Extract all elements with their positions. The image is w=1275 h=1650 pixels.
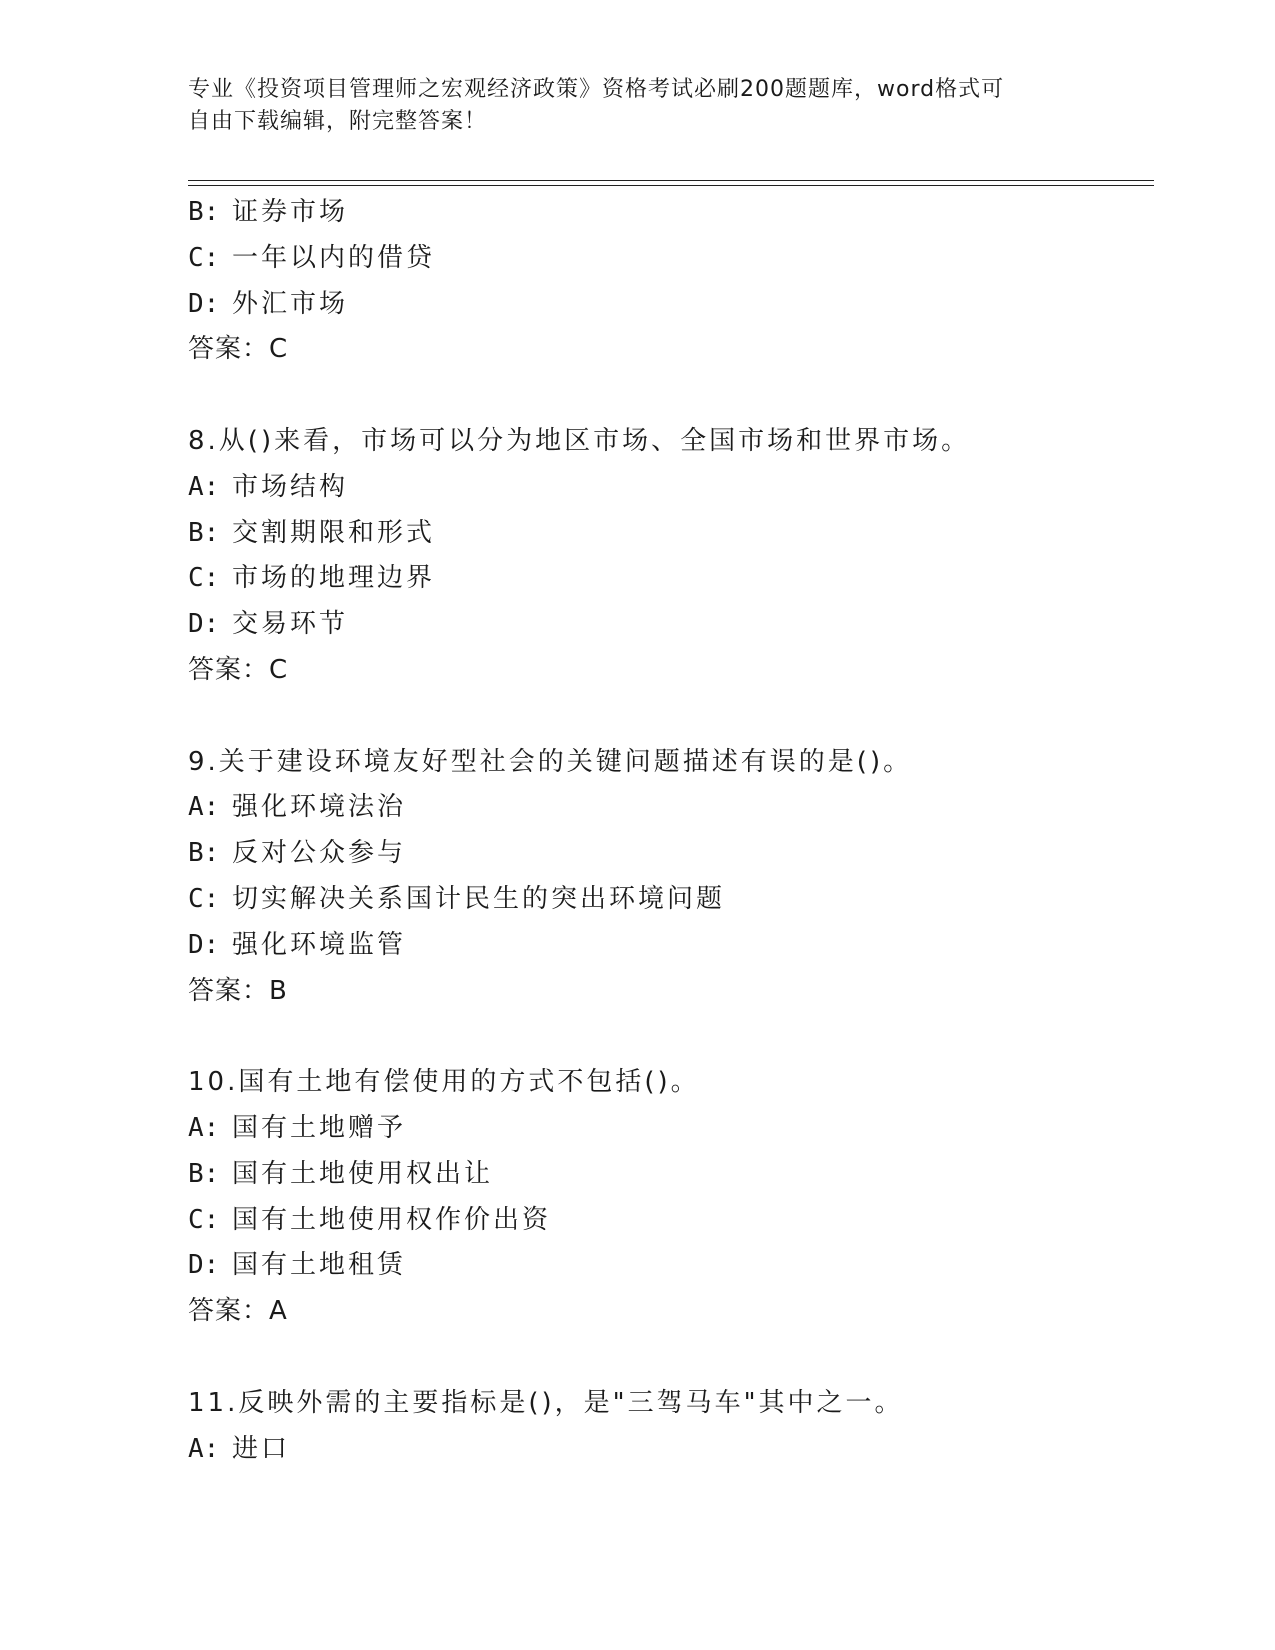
question-block-11 [188,1381,1154,1473]
option-b [188,1152,1154,1198]
option-letter: D: [188,288,220,319]
header-divider-bottom [188,185,1154,186]
spacer [188,373,1154,419]
question-stem: 11.反映外需的主要指标是()，是"三驾马车"其中之一。 [188,1387,904,1418]
option-letter: B: [188,197,220,227]
option-text: 市场的地理边界 [232,563,436,594]
option-text: 国有土地租赁 [232,1250,407,1281]
option-b [188,831,1154,877]
option-c [188,877,1154,923]
option-text: 国有土地使用权作价出资 [232,1204,552,1235]
option-text: 交割期限和形式 [232,517,436,548]
question-list [188,190,1154,1472]
option-letter: D: [188,1250,220,1281]
option-b [188,511,1154,557]
option-text: 切实解决关系国计民生的突出环境问题 [232,883,726,914]
option-a [188,1427,1154,1473]
option-text: 外汇市场 [232,288,349,319]
question-stem: 8.从()来看，市场可以分为地区市场、全国市场和世界市场。 [188,425,971,456]
question-stem: 10.国有土地有偿使用的方式不包括()。 [188,1067,700,1098]
option-text: 一年以内的借贷 [232,242,436,273]
option-letter: C: [188,563,220,594]
question-block-9 [188,740,1154,1015]
spacer [188,694,1154,740]
question-block-10 [188,1060,1154,1335]
option-letter: C: [188,1204,220,1235]
option-text: 国有土地赠予 [232,1112,407,1143]
header-title-line-1: 专业《投资项目管理师之宏观经济政策》资格考试必刷200题题库，word格式可 [188,77,1005,102]
option-letter: B: [188,838,220,869]
option-letter: D: [188,929,220,960]
option-c [188,556,1154,602]
document-header [188,74,1088,138]
header-divider-top [188,180,1154,181]
option-c [188,1198,1154,1244]
option-a [188,785,1154,831]
option-letter: C: [188,883,220,914]
option-letter: A: [188,1433,220,1464]
option-d [188,1243,1154,1289]
answer-line: 答案：A [188,1296,288,1327]
option-letter: B: [188,1158,220,1189]
option-c [188,236,1154,282]
option-text: 强化环境监管 [232,929,407,960]
question-stem: 9.关于建设环境友好型社会的关键问题描述有误的是()。 [188,746,913,777]
option-text: 国有土地使用权出让 [232,1158,494,1189]
answer-line: 答案：C [188,654,289,685]
option-d [188,282,1154,328]
option-text: 市场结构 [232,471,349,502]
option-letter: B: [188,517,220,548]
option-d [188,602,1154,648]
option-letter: A: [188,792,220,823]
option-b [188,190,1154,236]
option-a [188,465,1154,511]
option-text: 强化环境法治 [232,792,407,823]
option-a [188,1106,1154,1152]
option-text: 交易环节 [232,609,349,640]
option-text: 证券市场 [232,197,349,227]
question-block-partial [188,190,1154,373]
question-block-8 [188,419,1154,694]
header-title-line-2: 自由下载编辑，附完整答案！ [188,109,488,134]
option-text: 进口 [232,1433,291,1464]
option-letter: A: [188,471,220,502]
answer-line: 答案：C [188,334,289,365]
option-letter: A: [188,1112,220,1143]
option-letter: D: [188,609,220,640]
spacer [188,1014,1154,1060]
answer-line: 答案：B [188,975,288,1006]
option-letter: C: [188,242,220,273]
spacer [188,1335,1154,1381]
option-text: 反对公众参与 [232,838,407,869]
option-d [188,923,1154,969]
